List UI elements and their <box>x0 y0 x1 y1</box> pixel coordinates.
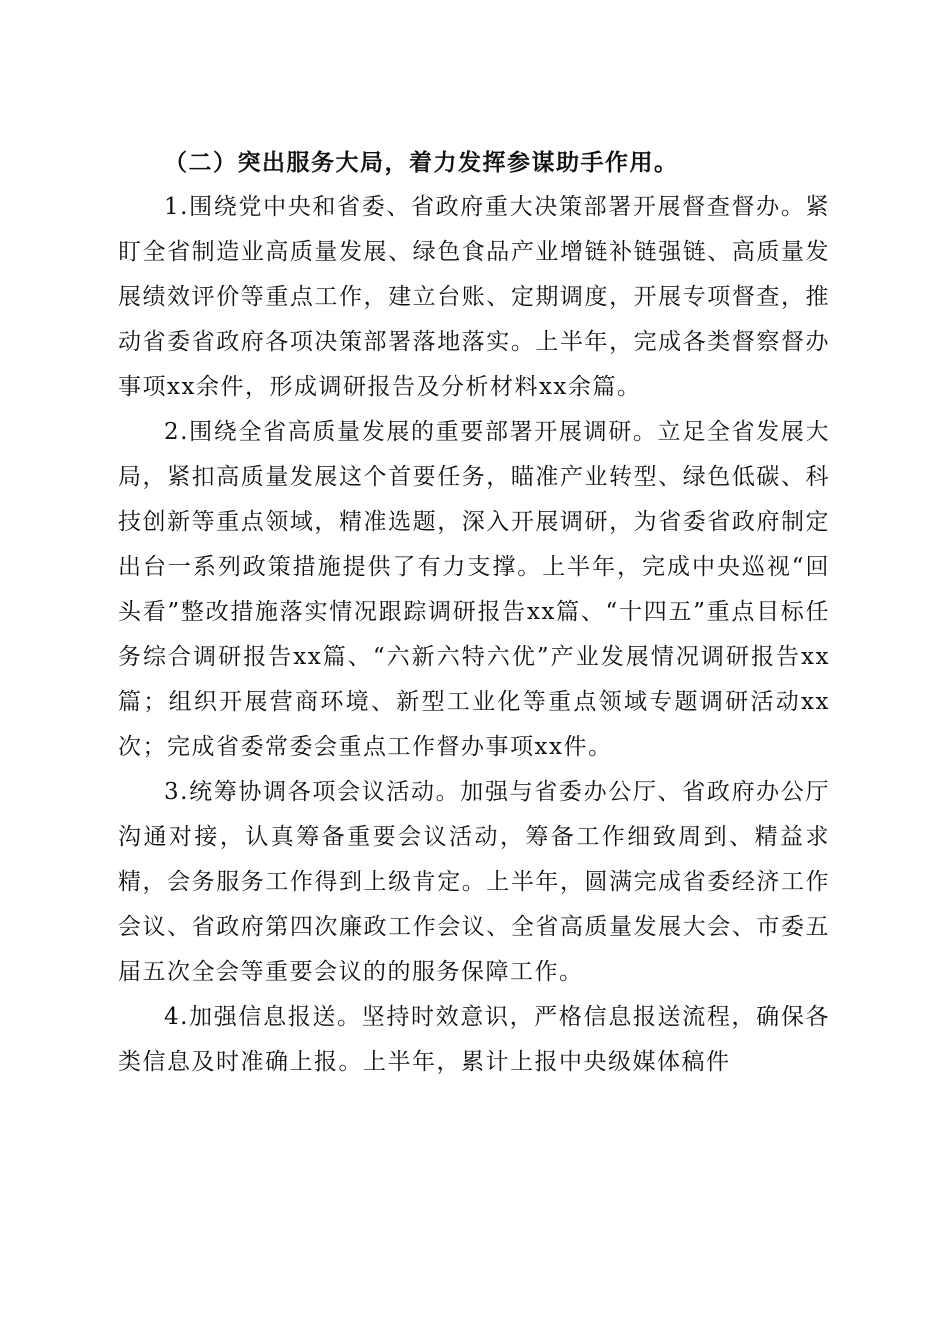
section-heading: （二）突出服务大局，着力发挥参谋助手作用。 <box>164 149 679 176</box>
paragraph-4: 4.加强信息报送。坚持时效意识，严格信息报送流程，确保各类信息及时准确上报。上半年，累计上报中央级媒体稿件 <box>118 1004 830 1075</box>
paragraph-2: 2.围绕全省高质量发展的重要部署开展调研。立足全省发展大局，紧扣高质量发展这个首要任务，瞄准产业转型、绿色低碳、科技创新等重点领域，精准选题，深入开展调研，为省委省政府制定出台一系列政策措施提供了有力支撑。上半年，完成中央巡视“回头看”整改措施落实情况跟踪调研报告xx篇、“十四五”重点目标任务综合调研报告xx篇、“六新六特六优”产业发展情况调研报告xx篇；组织开展营商环境、新型工业化等重点领域专题调研活动xx次；完成省委常委会重点工作督办事项xx件。 <box>118 419 830 760</box>
document-body <box>118 140 830 1085</box>
paragraph-1: 1.围绕党中央和省委、省政府重大决策部署开展督查督办。紧盯全省制造业高质量发展、绿色食品产业增链补链强链、高质量发展绩效评价等重点工作，建立台账、定期调度，开展专项督查，推动省委省政府各项决策部署落地落实。上半年，完成各类督察督办事项xx余件，形成调研报告及分析材料xx余篇。 <box>118 194 830 400</box>
paragraph-3: 3.统筹协调各项会议活动。加强与省委办公厅、省政府办公厅沟通对接，认真筹备重要会议活动，筹备工作细致周到、精益求精，会务服务工作得到上级肯定。上半年，圆满完成省委经济工作会议、省政府第四次廉政工作会议、全省高质量发展大会、市委五届五次全会等重要会议的的服务保障工作。 <box>118 779 830 985</box>
